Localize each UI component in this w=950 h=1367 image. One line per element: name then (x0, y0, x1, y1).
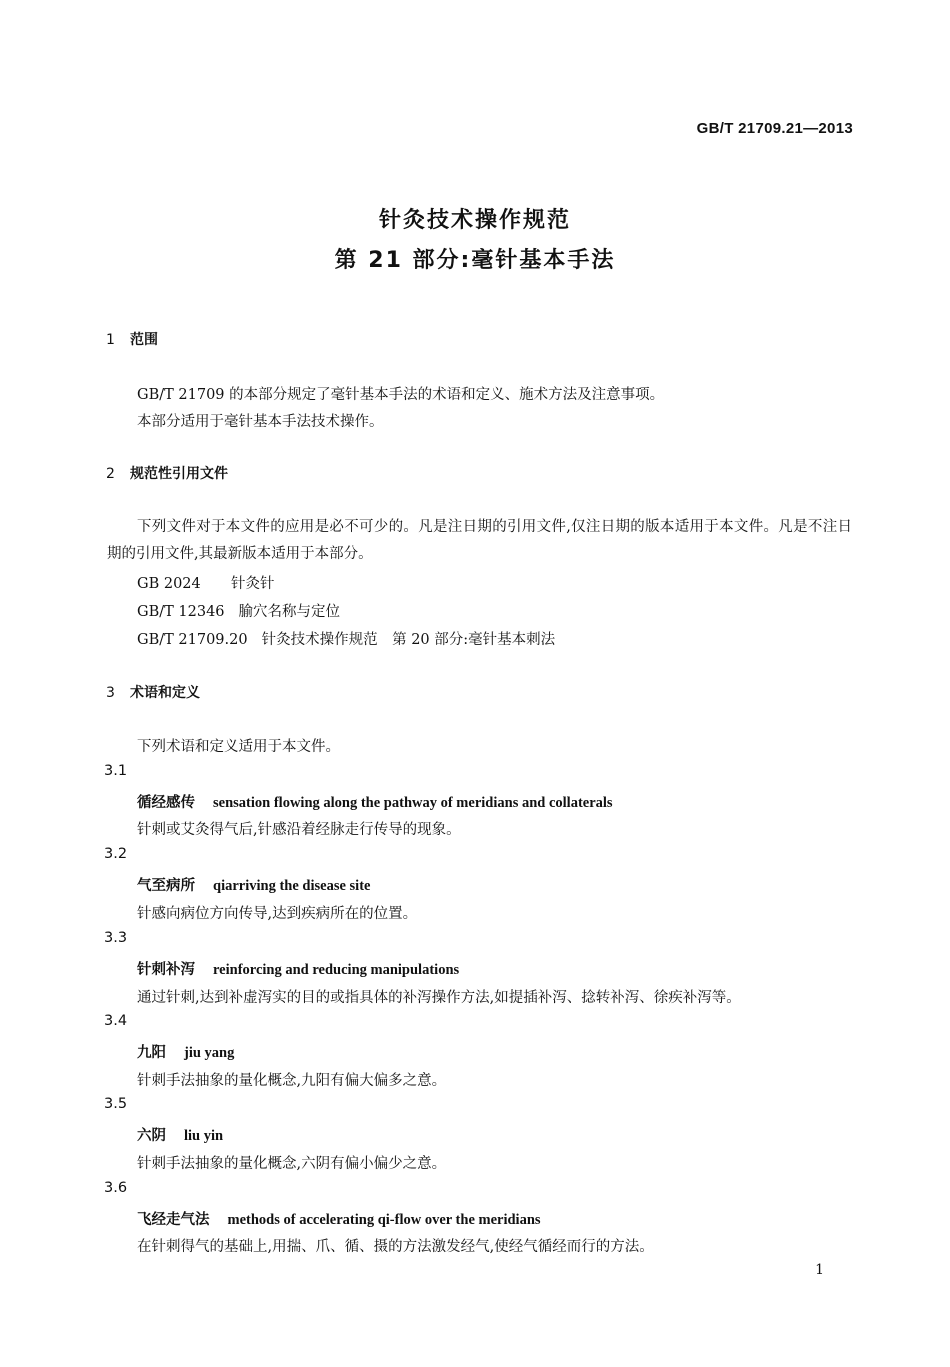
reference-code: GB 2024 (137, 576, 201, 592)
section-title: 范围 (130, 332, 158, 348)
reference-item (137, 628, 555, 649)
term-definition: 在针刺得气的基础上,用揣、爪、循、摄的方法激发经气,使经气循经而行的方法。 (137, 1239, 654, 1255)
paragraph: 下列术语和定义适用于本文件。 (137, 739, 340, 755)
standard-code: GB/T 21709.21—2013 (696, 120, 853, 137)
term-english: reinforcing and reducing manipulations (213, 962, 460, 978)
term-english: qiarriving the disease site (213, 878, 371, 894)
section-heading-scope (106, 329, 158, 349)
term-entry (137, 791, 613, 812)
term-entry (137, 1041, 234, 1062)
paragraph: 本部分适用于毫针基本手法技术操作。 (137, 414, 384, 430)
term-chinese: 九阳 (137, 1044, 166, 1061)
reference-code: GB/T 21709.20 (137, 632, 248, 648)
term-number: 3.6 (104, 1180, 128, 1196)
term-number: 3.5 (104, 1096, 128, 1112)
reference-title: 针灸针 (231, 576, 275, 592)
term-entry (137, 958, 459, 979)
section-number: 2 (106, 466, 115, 482)
reference-title: 针灸技术操作规范 第 20 部分:毫针基本刺法 (261, 632, 556, 648)
reference-code: GB/T 12346 (137, 604, 225, 620)
term-entry (137, 1124, 223, 1145)
page-number: 1 (815, 1262, 824, 1278)
section-heading-terms-definitions (106, 682, 200, 702)
term-english: sensation flowing along the pathway of meridians and collaterals (213, 795, 613, 811)
reference-item (137, 600, 340, 621)
section-heading-normative-references (106, 463, 228, 483)
paragraph: GB/T 21709 的本部分规定了毫针基本手法的术语和定义、施术方法及注意事项。 (137, 387, 665, 403)
term-chinese: 针刺补泻 (137, 961, 195, 978)
term-number: 3.3 (104, 930, 128, 946)
term-english: liu yin (184, 1128, 224, 1144)
term-number: 3.1 (104, 763, 128, 779)
term-entry (137, 874, 370, 895)
term-definition: 针刺手法抽象的量化概念,六阴有偏小偏少之意。 (137, 1156, 447, 1172)
document-title: 针灸技术操作规范 (378, 208, 571, 233)
section-title: 规范性引用文件 (130, 466, 228, 482)
term-english: methods of accelerating qi-flow over the meridians (227, 1212, 541, 1228)
term-english: jiu yang (184, 1045, 235, 1061)
term-entry (137, 1208, 541, 1229)
term-number: 3.4 (104, 1013, 128, 1029)
term-definition: 针刺或艾灸得气后,针感沿着经脉走行传导的现象。 (137, 822, 461, 838)
term-definition: 针刺手法抽象的量化概念,九阳有偏大偏多之意。 (137, 1073, 447, 1089)
term-chinese: 飞经走气法 (137, 1211, 210, 1228)
paragraph: 下列文件对于本文件的应用是必不可少的。凡是注日期的引用文件,仅注日期的版本适用于本文件。凡是不注日期的引用文件,其最新版本适用于本部分。 (107, 519, 852, 562)
term-definition: 通过针刺,达到补虚泻实的目的或指具体的补泻操作方法,如提插补泻、捻转补泻、徐疾补泻等。 (137, 990, 741, 1006)
term-definition: 针感向病位方向传导,达到疾病所在的位置。 (137, 906, 418, 922)
section-number: 3 (106, 685, 115, 701)
term-number: 3.2 (104, 846, 128, 862)
term-chinese: 循经感传 (137, 794, 195, 811)
document-subtitle: 第 21 部分:毫针基本手法 (334, 248, 616, 273)
reference-item (137, 572, 275, 593)
term-chinese: 六阴 (137, 1127, 166, 1144)
reference-title: 腧穴名称与定位 (238, 604, 341, 620)
section-title: 术语和定义 (130, 685, 200, 701)
section-number: 1 (106, 332, 115, 348)
term-chinese: 气至病所 (137, 877, 195, 894)
